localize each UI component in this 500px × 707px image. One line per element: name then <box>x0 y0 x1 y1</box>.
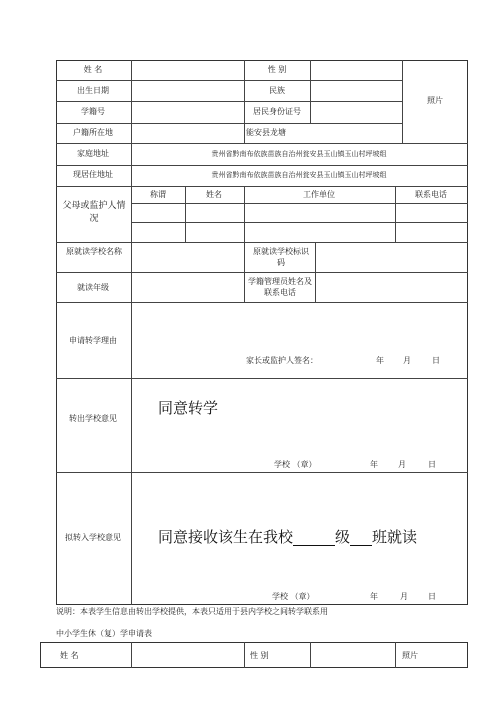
second-gender-label: 性 别 <box>250 651 269 660</box>
ethnicity-label: 民族 <box>269 86 285 95</box>
registrar-label: 学籍管理员姓名及联系电话 <box>248 277 312 297</box>
year-label: 年 <box>376 356 384 365</box>
row-line <box>56 302 468 303</box>
col-line <box>131 60 132 605</box>
photo-label: 照片 <box>427 96 443 105</box>
household-label: 户籍所在地 <box>73 128 113 137</box>
gender-label: 性 别 <box>267 65 287 74</box>
col-line <box>310 60 311 123</box>
in-school-label: 拟转入学校意见 <box>65 533 121 542</box>
in-month-label: 月 <box>400 592 408 601</box>
row-line <box>56 143 468 144</box>
orig-school-code-label: 原就读学校标识码 <box>253 247 309 267</box>
in-school-opinion-part-1: 同意接收该生在我校 <box>158 528 294 546</box>
student-no-label: 学籍号 <box>81 107 105 116</box>
col-line <box>244 642 245 668</box>
current-address-label: 现居住地址 <box>73 170 113 179</box>
col-line <box>315 242 316 302</box>
guardian-header-phone: 联系电话 <box>415 190 447 199</box>
out-school-seal: 学校 （章） <box>274 460 317 469</box>
guardian-header-workplace: 工作单位 <box>303 190 335 199</box>
col-line <box>395 186 396 242</box>
home-address-label: 家庭地址 <box>77 149 109 158</box>
second-form-title: 中小学生休（复）学申请表 <box>56 629 152 638</box>
id-card-label: 居民身份证号 <box>253 107 301 116</box>
in-school-opinion-part-2: 级 <box>335 528 351 546</box>
name-label: 姓 名 <box>83 65 103 74</box>
row-line <box>56 101 402 102</box>
home-address-value: 贵州省黔南布依族苗族自治州瓮安县玉山镇玉山村坪坡组 <box>211 150 387 158</box>
parent-signature-label: 家长或监护人签名： <box>246 356 318 365</box>
second-name-label: 姓 名 <box>60 651 79 660</box>
transfer-form-table <box>56 60 468 605</box>
form-note: 说明：本表学生信息由转出学校提供，本表只适用于县内学校之间转学联系用 <box>56 607 328 616</box>
out-year-label: 年 <box>370 460 378 469</box>
guardian-header-title: 称谓 <box>150 190 166 199</box>
col-line <box>402 60 403 143</box>
in-year-label: 年 <box>370 592 378 601</box>
month-label: 月 <box>403 356 411 365</box>
col-line <box>185 186 186 242</box>
birth-date-label: 出生日期 <box>77 86 109 95</box>
row-line <box>56 165 468 166</box>
out-month-label: 月 <box>398 460 406 469</box>
guardian-label: 父母或监护人情况 <box>62 201 126 224</box>
col-line <box>310 642 311 668</box>
out-school-label: 转出学校意见 <box>69 414 117 423</box>
second-photo-label: 照片 <box>402 651 418 660</box>
orig-school-label: 原就读学校名称 <box>66 247 122 256</box>
col-line <box>395 642 396 668</box>
in-school-opinion-part-3: 班就读 <box>372 528 418 546</box>
in-day-label: 日 <box>428 592 436 601</box>
household-value: 能安县龙塘 <box>246 128 286 137</box>
row-line <box>56 378 468 379</box>
reason-label: 申请转学理由 <box>69 336 117 345</box>
col-line <box>244 186 245 242</box>
row-line <box>56 242 468 243</box>
out-day-label: 日 <box>428 460 436 469</box>
grade-label: 就读年级 <box>77 283 109 292</box>
row-line <box>131 203 468 204</box>
row-line <box>56 186 468 187</box>
day-label: 日 <box>432 356 440 365</box>
col-line <box>244 242 245 302</box>
grade-blank <box>293 531 335 546</box>
current-address-value: 贵州省黔南布依族苗族自治州瓮安县玉山镇玉山村坪坡组 <box>211 171 387 179</box>
row-line <box>56 272 468 273</box>
out-school-opinion: 同意转学 <box>158 399 219 417</box>
class-blank <box>350 531 372 546</box>
col-line <box>131 642 132 668</box>
in-school-opinion <box>158 528 417 546</box>
row-line <box>56 80 402 81</box>
row-line <box>56 123 402 124</box>
col-line <box>244 60 245 143</box>
row-line <box>131 222 468 223</box>
row-line <box>56 472 468 473</box>
in-school-seal: 学校 （章） <box>272 592 315 601</box>
guardian-header-name: 姓名 <box>206 190 222 199</box>
